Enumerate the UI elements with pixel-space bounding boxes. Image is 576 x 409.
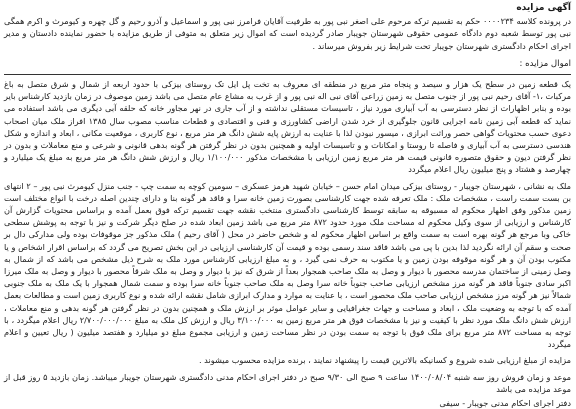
assets-heading: اموال مزایده :: [519, 58, 571, 69]
notice-title: آگهی مزایده: [516, 3, 571, 13]
divider: [4, 74, 571, 75]
auction-terms: مزایده از مبلغ ارزیابی شده شروع و کسانیکه بالاترین قیمت را پیشنهاد نمایند ، برنده مزایده محسوب میشوند .: [198, 355, 571, 366]
asset-item-2: ملک به نشانی ، شهرستان جویبار - روستای بیزکی میدان امام حسن – خیابان شهید هرمز عسکری – سومین کوچه به سمت چپ - جنب منزل کیومرث نبی پور – ۲ انتهای بن بست سمت راست ، مشخصات ملک : ملک تعرفه شده جهت کارشناسی بصورت زمین خانه سرا و فاقد هر گونه بنا و دارای چندین اصله درخت با انواع مختلف است زمین مذکور وفق اظهار محکوم له مسبوقه به سابقه توسط کارشناسی دادگستری منتخب نقشه جهت تقسیم ترکه فوق بعمل آمده و براساس محتویات گزارش آن کارشناس و ارزیابی از سوی وکیل محکوم له مساحت ملک مورد حدود ۸۷۲ متر مربع می باشد زمین ابعاد شده در صلح دیگر شرکت و نیز با توجه به پوشش سطحی خاکی وبا مرجع هر گونه بهره است به سمت واقع بر اساس اظهار محکوم له و شخص حاضر در محل ( آقای رحیم ) ملک مذکور جز موقوفات بوده ولی مدارکی دال بر صحت و سقم آن ارائه نگردید لذا بدین با پی می باشد فاقد سند رسمی بوده و قیمت آن کارشناسی ارزیابی در این بخش تصریح می گردد که براساس اقرار اشخاص و یا مکتوب بودن آن و هر گونه موقوفه بودن زمین و یا مکتوب به حرف نمی گیرد ، و به مبلغ ارزیابی کارشناس مورد ملک به شرح ذیل مشخص می باشد که از شمال به وصل زمینی از ساختمان مدرسه محصور با دیوار و وصل به ملک صاحب همجوار بعداً از شرق که نیز با دیوار و وصل به ملک شرقاً محصور با دیوار و وصل به ملک میرزا اکبر سادی جنوباً فاقد هر گونه مرز مشخص ارزیابی صاحب جنوباً خانه سرا وصل به ملک صاحب جنوباً خانه سرا بوده و سمت شمال همجوار با یک ملک به ملک جنوبی شمالاً نیز هر گونه مرز مشخص ارزیابی صاحب ملک محصور است ، با عنایت به موارد و مدارک ابرازی شامل نقشه ارائه شده و نوع کاربری زمین است و مطالعات بعمل آمده که با توجه به وضعیت ملک ، ابعاد و مساحت و جهات جغرافیایی و سایر عوامل موثر بر ارزش ملک و همچنین بدون در نظر گرفتن هر گونه بدهی و منع معاملات ، ارزش شش دانگ ملک مورد نظر با کیفیت و نیز با مشخصات فوق هر متر مربع زمین به ۳/۱۰۰/۰۰۰ ریال و ارزش کل ملک به مبلغ ۲/۷۰۰/۰۰۰/۰۰۰ ریال اعلام میگردد ، با توجه به مساحت ۸۷۲ متر مربع برای ملک فوق با توجه به سمت بودن در نظر مساحت زمین و ارزیابی مجموع مبلغ دو میلیارد و هفتصد میلیون ( ریال تعیین و اعلام میگردد: [4, 180, 571, 350]
notice-intro: در پرونده کلاسه ۰۰۰۰۲۳۴ حکم به تقسیم ترکه مرحوم علی اصغر نبی پور به طرفیت آقایان فرامرز نبی پور و اسماعیل و آذرو رحیم و گل چهره و کیومرث و اکرم همگی نبی پور توسط شعبه دوم دادگاه عمومی حقوقی شهرستان جویبار صادر گردیده است که اموال زیر متعلق به متوفی از طریق مزایده با حضور نماینده دادستان و مدیر اجرای احکام دادگستری شهرستان جویبار تحت شرایط زیر بفروش میرساند .: [4, 16, 571, 51]
asset-item-1: یک قطعه زمین در سطح یک هزار و سیصد و پنجاه متر مربع در منطقه ای معروف به تخت پل ایل تک روستای بیزکی با حدود اربعه از شمال و شرق متصل به باغ مرکبات ،۱- آقای رحیم نبی پور از جنوب متصل به زمین زراعی آقای نبی اله نبی پور و از غرب به مشاع عام متصل می باشد زمین موصوف در زمان بازدید کارشناس بایر بوده و بنابر اظهارات از نظر دسترسی به آب آبیاری مورد نیاز ، تاسیسات مستقلی نداشته و از آب جاری در نهر مجاور خانه که حلقه آبی دیگری می باشد استفاده می نماید که قطعه آبی زمین نامه اجرایی قانون جلوگیری از خرد شدن اراضی کشاورزی و فنی و اقتصادی و قطعات مناسب مصوب سال ۱۳۸۵ افراز ملک میان اصحاب دعوی حسب محتویات گواهی حصر وراثت ابرازی ، میسور نبودن لذا با عنایت به ارزش پایه شش دانگ هر متر مربع ، نوع کاربری ، موقعیت مکانی ، ابعاد و اندازه و شکل هندسی دسترسی به آب آبیاری و فاصله تا روستا و امکانات و و تاسیسات اولیه و همچنین بدون در نظر گرفتن هر گونه بدهی قانونی و شرعی و منع معاملات و بدون در نظر گرفتن دیون و حقوق متصوره قانونی قیمت هر متر مربع زمین ارزیابی با مشخصات مذکور ۱/۱۰۰/۰۰۰ ریال و ارزش شش دانگ هر متر مربع به مبلغ یک میلیارد و چهارصد و هشتاد و پنج میلیون ریال اعلام میگردد: [4, 79, 571, 175]
auction-schedule: موعد و زمان فروش روز سه شنبه ۱۴۰۰/۰۸/۰۴ ساعت ۹ صبح الی ۹/۳۰ صبح در دفتر اجرای احکام مدنی دادگستری شهرستان جویبار میباشد. زمان بازدید ۵ روز قبل از موعد مزایده می باشد: [4, 371, 572, 394]
signature-line: دفتر اجرای احکام مدنی جویبار - سیفی: [439, 398, 571, 409]
